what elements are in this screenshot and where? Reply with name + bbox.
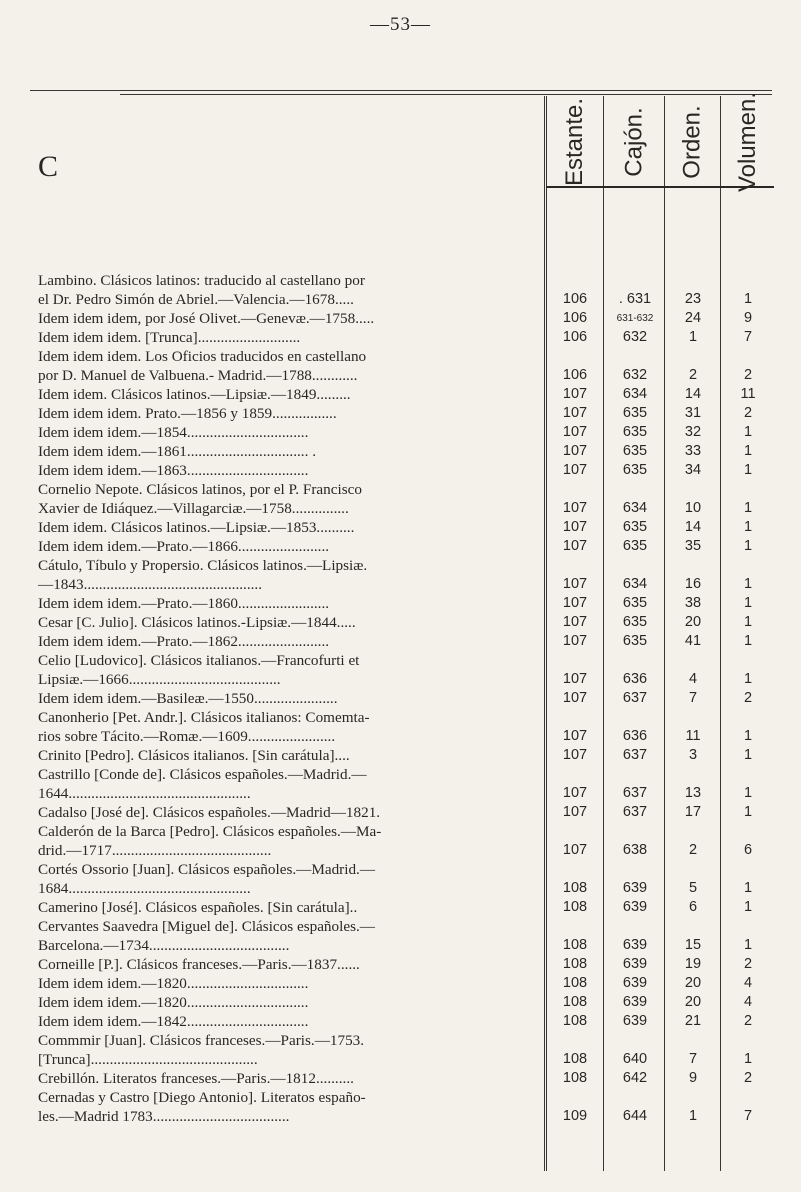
entry-locator [0, 803, 801, 822]
entry-estante: 108 [562, 880, 588, 896]
entry-orden: 20 [684, 994, 702, 1010]
entry-text-line: Cátulo, Tíbulo y Propersio. Clásicos latinos.—Lipsiæ. [38, 557, 368, 574]
entry-estante: 107 [562, 614, 588, 630]
entry-text-line: Idem idem idem.—1820................................ [38, 975, 309, 992]
catalog-entry [0, 1088, 801, 1126]
column-header-estante: Estante. [561, 97, 588, 187]
entry-volumen: 1 [743, 937, 753, 953]
entry-volumen: 2 [743, 1070, 753, 1086]
entry-text-line: Cornelio Nepote. Clásicos latinos, por el P. Francisco [38, 481, 362, 498]
entry-text-line: Idem idem idem.—1863................................ [38, 462, 309, 479]
entry-text-line: Idem idem idem.—1854................................ [38, 424, 309, 441]
entry-orden: 4 [688, 671, 698, 687]
entry-text-line: el Dr. Pedro Simón de Abriel.—Valencia.—1678..... [38, 291, 354, 308]
entry-locator [0, 841, 801, 860]
catalog-entry [0, 651, 801, 689]
entry-orden: 38 [684, 595, 702, 611]
entry-volumen: 7 [743, 1108, 753, 1124]
entry-cajon: 635 [622, 633, 648, 649]
entry-volumen: 4 [743, 994, 753, 1010]
entry-orden: 2 [688, 842, 698, 858]
entry-estante: 107 [562, 804, 588, 820]
catalog-entry [0, 765, 801, 803]
entry-locator [0, 594, 801, 613]
entry-volumen: 7 [743, 329, 753, 345]
entry-text-line: Idem idem idem.—1820................................ [38, 994, 309, 1011]
catalog-entry [0, 803, 801, 822]
entry-locator [0, 366, 801, 385]
entry-locator [0, 1107, 801, 1126]
entry-orden: 17 [684, 804, 702, 820]
catalog-entry [0, 518, 801, 537]
entry-locator [0, 385, 801, 404]
entry-estante: 107 [562, 747, 588, 763]
entry-cajon: 631-632 [616, 313, 654, 324]
entry-estante: 108 [562, 956, 588, 972]
entry-text-line: drid.—1717.......................................... [38, 842, 272, 859]
entry-locator [0, 404, 801, 423]
entry-locator [0, 955, 801, 974]
entry-estante: 107 [562, 690, 588, 706]
entry-text-line: Crebillón. Literatos franceses.—Paris.—1812.......... [38, 1070, 354, 1087]
entry-orden: 31 [684, 405, 702, 421]
entry-locator [0, 290, 801, 309]
entry-orden: 7 [688, 1051, 698, 1067]
entry-estante: 106 [562, 310, 588, 326]
entry-estante: 107 [562, 424, 588, 440]
entry-locator [0, 746, 801, 765]
catalog-entry [0, 746, 801, 765]
entry-cajon: 639 [622, 899, 648, 915]
entry-text-line: Idem idem. Clásicos latinos.—Lipsiæ.—1853.......... [38, 519, 355, 536]
catalog-entry [0, 404, 801, 423]
entry-estante: 107 [562, 538, 588, 554]
catalog-entry [0, 328, 801, 347]
entry-estante: 107 [562, 785, 588, 801]
catalog-entry [0, 974, 801, 993]
catalog-entry [0, 480, 801, 518]
catalog-entry [0, 594, 801, 613]
entry-volumen: 1 [743, 538, 753, 554]
entry-estante: 107 [562, 576, 588, 592]
entry-cajon: . 631 [618, 291, 652, 307]
entry-cajon: 639 [622, 937, 648, 953]
entry-cajon: 636 [622, 728, 648, 744]
entry-orden: 32 [684, 424, 702, 440]
entry-locator [0, 1069, 801, 1088]
section-letter: C [38, 150, 59, 183]
entry-orden: 14 [684, 519, 702, 535]
entry-orden: 20 [684, 975, 702, 991]
entry-text-line: Corneille [P.]. Clásicos franceses.—Paris.—1837...... [38, 956, 360, 973]
catalog-entry [0, 461, 801, 480]
entry-volumen: 1 [743, 633, 753, 649]
entry-text-line: Idem idem idem.—Prato.—1862........................ [38, 633, 330, 650]
entry-orden: 34 [684, 462, 702, 478]
catalog-entry [0, 955, 801, 974]
entry-estante: 107 [562, 671, 588, 687]
top-rule-double [120, 94, 772, 95]
entry-cajon: 644 [622, 1108, 648, 1124]
entry-orden: 2 [688, 367, 698, 383]
entry-text-line: rios sobre Tácito.—Romæ.—1609....................... [38, 728, 336, 745]
entry-text-line: Idem idem idem.—1842................................ [38, 1013, 309, 1030]
entry-locator [0, 898, 801, 917]
entry-orden: 6 [688, 899, 698, 915]
entry-text-line: Cervantes Saavedra [Miguel de]. Clásicos españoles.— [38, 918, 375, 935]
entry-volumen: 1 [743, 424, 753, 440]
entry-orden: 10 [684, 500, 702, 516]
entry-estante: 107 [562, 595, 588, 611]
entry-text-line: Idem idem idem. Los Oficios traducidos en castellano [38, 348, 367, 365]
entry-estante: 108 [562, 1070, 588, 1086]
entry-orden: 14 [684, 386, 702, 402]
entry-locator [0, 461, 801, 480]
entry-locator [0, 727, 801, 746]
entry-volumen: 1 [743, 1051, 753, 1067]
entry-volumen: 1 [743, 899, 753, 915]
entry-cajon: 639 [622, 880, 648, 896]
entry-orden: 5 [688, 880, 698, 896]
entry-text-line: Lipsiæ.—1666........................................ [38, 671, 281, 688]
entry-estante: 107 [562, 405, 588, 421]
entry-estante: 108 [562, 937, 588, 953]
entry-text-line: Idem idem. Clásicos latinos.—Lipsiæ.—1849......... [38, 386, 351, 403]
entry-cajon: 634 [622, 576, 648, 592]
entry-orden: 35 [684, 538, 702, 554]
top-rule [30, 90, 772, 91]
catalog-entry [0, 613, 801, 632]
entry-text-line: Idem idem idem.—Prato.—1860........................ [38, 595, 330, 612]
entry-cajon: 635 [622, 519, 648, 535]
catalog-entry [0, 423, 801, 442]
entry-estante: 107 [562, 519, 588, 535]
entry-locator [0, 784, 801, 803]
entry-locator [0, 575, 801, 594]
catalog-entry [0, 1069, 801, 1088]
entry-estante: 108 [562, 1013, 588, 1029]
entry-locator [0, 632, 801, 651]
catalog-entry [0, 993, 801, 1012]
entry-text-line: Idem idem idem.—Basileæ.—1550...................... [38, 690, 338, 707]
entry-volumen: 2 [743, 405, 753, 421]
entry-locator [0, 518, 801, 537]
entry-cajon: 640 [622, 1051, 648, 1067]
entry-volumen: 9 [743, 310, 753, 326]
entry-text-line: Calderón de la Barca [Pedro]. Clásicos españoles.—Ma- [38, 823, 382, 840]
page-number: —53— [370, 14, 431, 35]
entry-cajon: 635 [622, 405, 648, 421]
entry-cajon: 638 [622, 842, 648, 858]
entry-cajon: 642 [622, 1070, 648, 1086]
entry-locator [0, 442, 801, 461]
entry-cajon: 637 [622, 785, 648, 801]
catalog-entry [0, 385, 801, 404]
entry-cajon: 639 [622, 975, 648, 991]
catalog-entry [0, 917, 801, 955]
entry-text-line: Cadalso [José de]. Clásicos españoles.—Madrid—1821. [38, 804, 381, 821]
entry-volumen: 1 [743, 291, 753, 307]
entry-locator [0, 328, 801, 347]
entry-estante: 109 [562, 1108, 588, 1124]
entry-estante: 107 [562, 462, 588, 478]
entry-text-line: Idem idem idem.—1861................................ . [38, 443, 316, 460]
entry-cajon: 637 [622, 747, 648, 763]
entry-text-line: Idem idem idem. Prato.—1856 y 1859................. [38, 405, 337, 422]
entry-cajon: 635 [622, 424, 648, 440]
catalog-entry [0, 309, 801, 328]
entry-volumen: 1 [743, 576, 753, 592]
entry-text-line: Crinito [Pedro]. Clásicos italianos. [Sin carátula].... [38, 747, 350, 764]
entry-estante: 107 [562, 500, 588, 516]
catalog-entry [0, 860, 801, 898]
catalog-entry [0, 271, 801, 309]
entry-locator [0, 993, 801, 1012]
entry-volumen: 1 [743, 595, 753, 611]
entry-text-line: [Trunca]............................................ [38, 1051, 258, 1068]
entry-orden: 20 [684, 614, 702, 630]
entry-text-line: les.—Madrid 1783.................................... [38, 1108, 290, 1125]
entry-cajon: 635 [622, 462, 648, 478]
entry-volumen: 4 [743, 975, 753, 991]
catalog-entry [0, 689, 801, 708]
entry-orden: 41 [684, 633, 702, 649]
entry-volumen: 1 [743, 443, 753, 459]
entry-volumen: 6 [743, 842, 753, 858]
entry-locator [0, 537, 801, 556]
entry-orden: 11 [685, 728, 701, 744]
column-header-cajon: Cajón. [621, 107, 648, 177]
entry-estante: 108 [562, 975, 588, 991]
catalog-entry [0, 442, 801, 461]
entry-volumen: 2 [743, 956, 753, 972]
entry-locator [0, 1050, 801, 1069]
catalog-entry [0, 1031, 801, 1069]
catalog-entry [0, 347, 801, 385]
entry-volumen: 2 [743, 367, 753, 383]
entry-text-line: Idem idem idem. [Trunca]........................... [38, 329, 301, 346]
entry-volumen: 1 [743, 462, 753, 478]
entry-orden: 9 [688, 1070, 698, 1086]
entry-volumen: 1 [743, 519, 753, 535]
entry-volumen: 1 [743, 747, 753, 763]
entry-text-line: Idem idem idem.—Prato.—1866........................ [38, 538, 330, 555]
entry-orden: 3 [688, 747, 698, 763]
entry-volumen: 1 [743, 785, 753, 801]
entry-text-line: Xavier de Idiáquez.—Villagarciæ.—1758............... [38, 500, 349, 517]
entry-cajon: 637 [622, 690, 648, 706]
entry-text-line: —1843............................................... [38, 576, 263, 593]
entry-volumen: 1 [743, 728, 753, 744]
entry-cajon: 635 [622, 595, 648, 611]
entry-orden: 7 [688, 690, 698, 706]
catalog-entry [0, 822, 801, 860]
entry-volumen: 2 [743, 690, 753, 706]
entry-locator [0, 499, 801, 518]
entry-volumen: 1 [743, 804, 753, 820]
entry-text-line: Celio [Ludovico]. Clásicos italianos.—Francofurti et [38, 652, 360, 669]
entry-orden: 1 [688, 1108, 698, 1124]
entry-orden: 23 [684, 291, 702, 307]
entry-text-line: Lambino. Clásicos latinos: traducido al castellano por [38, 272, 365, 289]
entry-cajon: 632 [622, 367, 648, 383]
entry-locator [0, 613, 801, 632]
entry-text-line: Cesar [C. Julio]. Clásicos latinos.-Lipsiæ.—1844..... [38, 614, 356, 631]
entry-text-line: Cernadas y Castro [Diego Antonio]. Literatos españo- [38, 1089, 366, 1106]
catalog-entry [0, 537, 801, 556]
entry-cajon: 635 [622, 443, 648, 459]
entry-text-line: Commmir [Juan]. Clásicos franceses.—Paris.—1753. [38, 1032, 365, 1049]
entry-orden: 33 [684, 443, 702, 459]
catalog-entry [0, 898, 801, 917]
catalog-entry [0, 632, 801, 651]
entry-locator [0, 936, 801, 955]
entry-text-line: Camerino [José]. Clásicos españoles. [Sin carátula].. [38, 899, 358, 916]
entry-cajon: 632 [622, 329, 648, 345]
entry-estante: 106 [562, 329, 588, 345]
entry-volumen: 1 [743, 500, 753, 516]
entry-volumen: 1 [743, 614, 753, 630]
entry-orden: 15 [684, 937, 702, 953]
entry-estante: 106 [562, 367, 588, 383]
entry-locator [0, 423, 801, 442]
entry-cajon: 634 [622, 500, 648, 516]
entry-orden: 24 [684, 310, 702, 326]
entry-text-line: Castrillo [Conde de]. Clásicos españoles.—Madrid.— [38, 766, 367, 783]
entry-estante: 107 [562, 386, 588, 402]
catalog-entries [0, 271, 801, 1126]
entry-estante: 107 [562, 728, 588, 744]
entry-estante: 108 [562, 899, 588, 915]
entry-locator [0, 689, 801, 708]
entry-text-line: Idem idem idem, por José Olivet.—Genevæ.—1758..... [38, 310, 375, 327]
entry-estante: 108 [562, 1051, 588, 1067]
entry-locator [0, 974, 801, 993]
entry-orden: 21 [684, 1013, 702, 1029]
entry-volumen: 11 [740, 386, 756, 402]
entry-estante: 107 [562, 633, 588, 649]
column-header-orden: Orden. [679, 105, 706, 179]
catalog-entry [0, 556, 801, 594]
entry-cajon: 639 [622, 1013, 648, 1029]
entry-cajon: 639 [622, 994, 648, 1010]
entry-locator [0, 670, 801, 689]
entry-cajon: 635 [622, 538, 648, 554]
entry-locator [0, 879, 801, 898]
entry-text-line: Barcelona.—1734..................................... [38, 937, 290, 954]
entry-orden: 13 [684, 785, 702, 801]
entry-cajon: 634 [622, 386, 648, 402]
catalog-entry [0, 708, 801, 746]
entry-estante: 106 [562, 291, 588, 307]
entry-estante: 107 [562, 443, 588, 459]
column-header-volumen: Volumen. [734, 91, 762, 193]
entry-text-line: Cortés Ossorio [Juan]. Clásicos españoles.—Madrid.— [38, 861, 376, 878]
entry-cajon: 635 [622, 614, 648, 630]
catalog-entry [0, 1012, 801, 1031]
entry-orden: 19 [684, 956, 702, 972]
entry-text-line: por D. Manuel de Valbuena.- Madrid.—1788............ [38, 367, 358, 384]
entry-text-line: Canonherio [Pet. Andr.]. Clásicos italianos: Comemta- [38, 709, 370, 726]
entry-estante: 108 [562, 994, 588, 1010]
entry-volumen: 1 [743, 880, 753, 896]
entry-locator [0, 1012, 801, 1031]
entry-orden: 1 [688, 329, 698, 345]
entry-text-line: 1684................................................ [38, 880, 251, 897]
entry-cajon: 637 [622, 804, 648, 820]
entry-estante: 107 [562, 842, 588, 858]
entry-volumen: 2 [743, 1013, 753, 1029]
entry-volumen: 1 [743, 671, 753, 687]
entry-locator [0, 309, 801, 328]
entry-cajon: 639 [622, 956, 648, 972]
entry-text-line: 1644................................................ [38, 785, 251, 802]
entry-orden: 16 [684, 576, 702, 592]
entry-cajon: 636 [622, 671, 648, 687]
